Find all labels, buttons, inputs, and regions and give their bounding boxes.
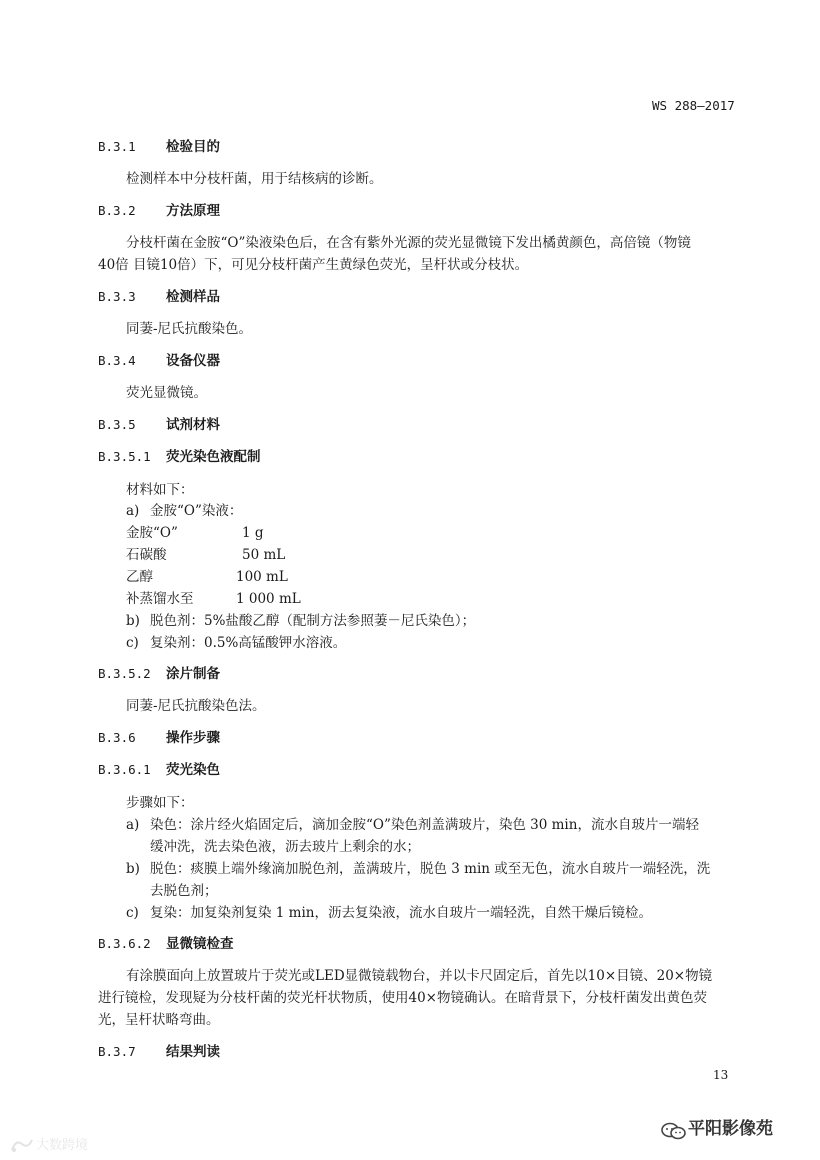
list-marker: a) bbox=[126, 503, 140, 519]
logo-icon bbox=[8, 1136, 36, 1156]
list-marker: b) bbox=[126, 861, 140, 877]
list-marker: c) bbox=[126, 635, 139, 651]
watermark-text: 大数跨境 bbox=[36, 1138, 89, 1153]
section-text: 同萋-尼氏抗酸染色法。 bbox=[126, 698, 266, 714]
section-title: 荧光染色液配制 bbox=[166, 449, 261, 465]
section-text: 检测样本中分枝杆菌，用于结核病的诊断。 bbox=[126, 171, 383, 187]
list-item-text: 脱色剂：5%盐酸乙醇（配制方法参照萋－尼氏染色）； bbox=[150, 613, 476, 629]
watermark-text: 平阳影像苑 bbox=[688, 1119, 773, 1139]
section-number: B.3.6.2 bbox=[98, 936, 151, 951]
material-name: 乙醇 bbox=[126, 569, 153, 585]
material-qty: 1 000 mL bbox=[236, 591, 301, 607]
section-heading-b31 bbox=[98, 135, 220, 155]
section-heading-b32 bbox=[98, 199, 220, 219]
section-title: 显微镜检查 bbox=[166, 936, 234, 952]
section-number: B.3.5.2 bbox=[98, 666, 151, 681]
list-item-text: 染色：涂片经火焰固定后，滴加金胺“O”染色剂盖满玻片，染色 30 min，流水自玻片一端轻 bbox=[150, 817, 699, 833]
material-name: 石碳酸 bbox=[126, 547, 167, 563]
section-title: 设备仪器 bbox=[166, 353, 220, 369]
section-text: 同萋-尼氏抗酸染色。 bbox=[126, 321, 253, 337]
list-item-text: 脱色：痰膜上端外缘滴加脱色剂，盖满玻片，脱色 3 min 或至无色，流水自玻片一端轻洗，洗 bbox=[150, 861, 711, 877]
section-number: B.3.1 bbox=[98, 139, 136, 154]
page-number: 13 bbox=[713, 1068, 729, 1082]
paragraph-line: 有涂膜面向上放置玻片于荧光或LED显微镜载物台，并以卡尺固定后，首先以10×目镜、20×物镜 bbox=[126, 968, 713, 984]
section-heading-b361 bbox=[98, 758, 220, 778]
list-marker: b) bbox=[126, 613, 140, 629]
material-qty: 50 mL bbox=[242, 547, 286, 563]
material-row bbox=[126, 587, 301, 607]
list-item-a bbox=[126, 813, 699, 833]
list-marker: a) bbox=[126, 817, 140, 833]
section-heading-b35 bbox=[98, 413, 220, 433]
section-heading-b37 bbox=[98, 1040, 220, 1060]
section-number: B.3.6 bbox=[98, 730, 136, 745]
material-qty: 100 mL bbox=[236, 569, 288, 585]
document-code: WS 288—2017 bbox=[652, 98, 735, 113]
section-number: B.3.4 bbox=[98, 353, 136, 368]
material-name: 补蒸馏水至 bbox=[126, 591, 194, 607]
section-heading-b351 bbox=[98, 445, 261, 465]
paragraph-line: 分枝杆菌在金胺“O”染液染色后，在含有紫外光源的荧光显微镜下发出橘黄颜色，高倍镜（物镜 bbox=[126, 235, 691, 251]
section-heading-b34 bbox=[98, 349, 220, 369]
list-item-c bbox=[126, 631, 346, 651]
material-name: 金胺“O” bbox=[126, 525, 178, 541]
section-heading-b362 bbox=[98, 932, 234, 952]
section-title: 涂片制备 bbox=[166, 666, 220, 682]
list-item-c bbox=[126, 901, 652, 921]
section-title: 检测样品 bbox=[166, 289, 220, 305]
list-intro: 材料如下： bbox=[126, 482, 194, 498]
section-title: 结果判读 bbox=[166, 1044, 220, 1060]
section-title: 操作步骤 bbox=[166, 730, 220, 746]
paragraph-line: 40倍 目镜10倍）下，可见分枝杆菌产生黄绿色荧光，呈杆状或分枝状。 bbox=[98, 257, 529, 273]
list-item-text: 复染剂：0.5%高锰酸钾水溶液。 bbox=[150, 635, 347, 651]
list-item-continuation: 缓冲洗，洗去染色液，沥去玻片上剩余的水； bbox=[150, 839, 420, 855]
list-item-text: 复染：加复染剂复染 1 min，沥去复染液，流水自玻片一端轻洗，自然干燥后镜检。 bbox=[150, 905, 652, 921]
section-number: B.3.6.1 bbox=[98, 762, 151, 777]
material-row bbox=[126, 565, 288, 585]
section-number: B.3.5 bbox=[98, 417, 136, 432]
watermark-right bbox=[660, 1114, 773, 1141]
section-number: B.3.7 bbox=[98, 1044, 136, 1059]
section-title: 方法原理 bbox=[166, 203, 220, 219]
section-number: B.3.2 bbox=[98, 203, 136, 218]
material-row bbox=[126, 543, 285, 563]
paragraph-line: 进行镜检，发现疑为分枝杆菌的荧光杆状物质，使用40×物镜确认。在暗背景下，分枝杆菌发出黄色荧 bbox=[98, 990, 707, 1006]
watermark-left bbox=[8, 1134, 88, 1156]
list-item-continuation: 去脱色剂； bbox=[150, 883, 218, 899]
section-title: 荧光染色 bbox=[166, 762, 220, 778]
wechat-icon bbox=[660, 1121, 688, 1141]
section-number: B.3.5.1 bbox=[98, 449, 151, 464]
section-heading-b36 bbox=[98, 726, 220, 746]
list-marker: c) bbox=[126, 905, 139, 921]
section-title: 试剂材料 bbox=[166, 417, 220, 433]
list-item-text: 金胺“O”染液： bbox=[150, 503, 243, 519]
list-item-a bbox=[126, 499, 242, 519]
material-row bbox=[126, 521, 264, 541]
list-intro: 步骤如下： bbox=[126, 795, 194, 811]
section-heading-b33 bbox=[98, 285, 220, 305]
material-qty: 1 g bbox=[242, 525, 264, 541]
section-heading-b352 bbox=[98, 662, 220, 682]
list-item-b bbox=[126, 857, 710, 877]
section-title: 检验目的 bbox=[166, 139, 220, 155]
section-text: 荧光显微镜。 bbox=[126, 385, 207, 401]
paragraph-line: 光，呈杆状略弯曲。 bbox=[98, 1012, 220, 1028]
list-item-b bbox=[126, 609, 475, 629]
section-number: B.3.3 bbox=[98, 289, 136, 304]
